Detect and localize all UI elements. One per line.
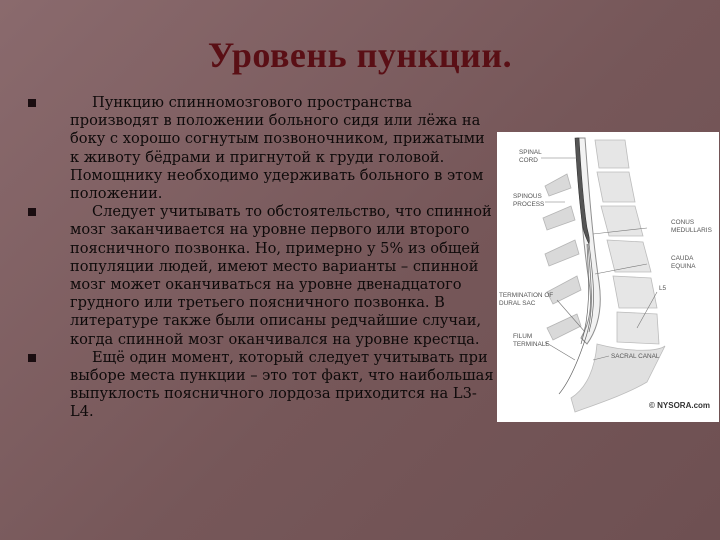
label-l5: L5 [659, 285, 667, 292]
square-bullet-icon [28, 99, 36, 107]
bullet-text: Следует учитывать то обстоятельство, что спинной мозг заканчивается на уровне первого или второго поясничного позвонка. Но, примерно у 5% из общей популяции людей, имеют место варианты – спинной мозг может оканчиваться на уровне двенадцатого грудного или третьего поясничного позвонка. В литературе также были описаны редчайшие случаи, когда спинной мозг оканчивался на уровне крестца. [70, 203, 492, 348]
label-sacral-canal: SACRAL CANAL [611, 353, 660, 360]
bullet-item [28, 203, 498, 349]
square-bullet-icon [28, 354, 36, 362]
label-cauda-1: CAUDA [671, 255, 694, 262]
bullet-list [28, 94, 498, 422]
bullet-text: Пункцию спинномозгового пространства производят в положении больного сидя или лёжа на боку с хорошо согнутым позвоночником, прижатыми к животу бёдрами и пригнутой к груди головой. Помощнику необходимо удерживать больного в этом положении. [70, 94, 485, 203]
label-filum-2: TERMINALE [513, 341, 550, 348]
bullet-item [28, 94, 498, 203]
spine-illustration [497, 132, 719, 422]
bullet-item [28, 349, 498, 422]
slide-title: Уровень пункции. [207, 35, 513, 75]
square-bullet-icon [28, 208, 36, 216]
label-termination-1: TERMINATION OF [499, 292, 554, 299]
spinous-processes [543, 174, 581, 340]
vertebral-bodies [595, 140, 659, 344]
watermark: © NYSORA.com [649, 401, 711, 410]
label-cauda-2: EQUINA [671, 263, 696, 270]
label-spinous-process-1: SPINOUS [513, 193, 542, 200]
label-conus-1: CONUS [671, 219, 695, 226]
bullet-text: Ещё один момент, который следует учитывать при выборе места пункции – это тот факт, что наибольшая выпуклость поясничного лордоза приходится на L3-L4. [70, 348, 494, 421]
label-spinous-process-2: PROCESS [513, 201, 545, 208]
label-termination-2: DURAL SAC [499, 300, 536, 307]
label-filum-1: FILUM [513, 333, 533, 340]
label-conus-2: MEDULLARIS [671, 227, 712, 234]
label-spinal-cord-1: SPINAL [519, 149, 542, 156]
label-spinal-cord-2: CORD [519, 157, 538, 164]
spine-anatomy-figure [497, 132, 719, 422]
